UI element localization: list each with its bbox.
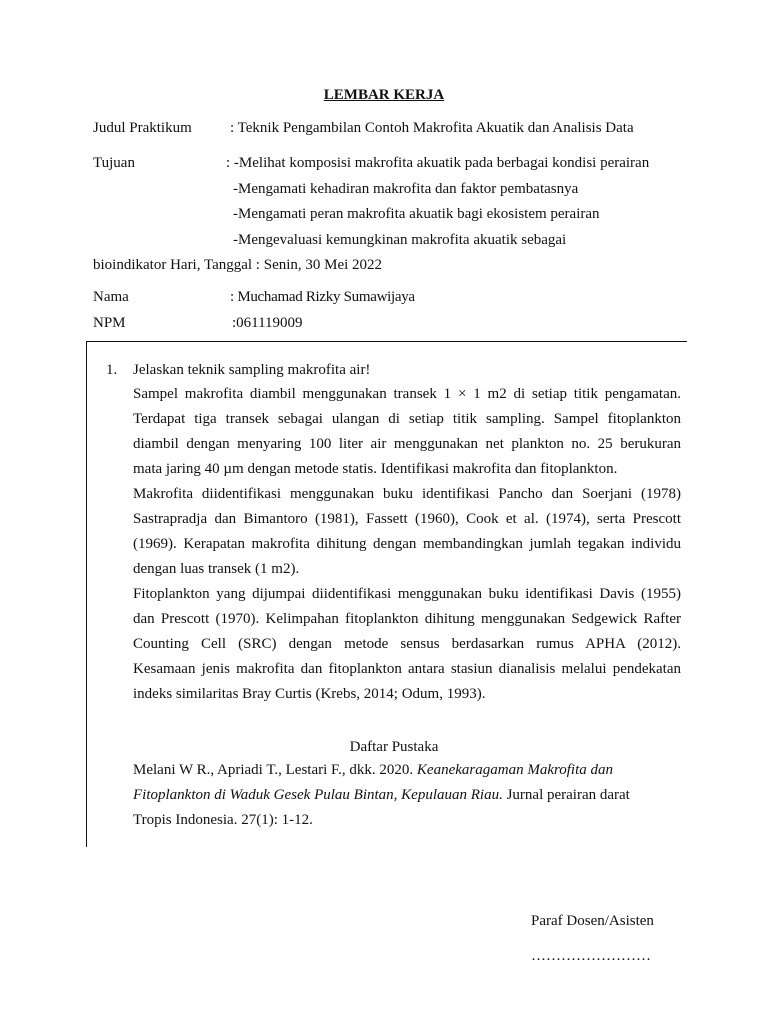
- answer-line: Kesamaan jenis makrofita dan fitoplankton antara stasiun dianalisis melalui pendekatan: [133, 661, 681, 677]
- answer-line: Terdapat tiga transek sebagai ulangan di setiap titik sampling. Sampel fitoplankton: [133, 411, 681, 427]
- reference-line: [133, 758, 681, 783]
- answer-line: Fitoplankton yang dijumpai diidentifikasi menggunakan buku identifikasi Davis (1955): [133, 586, 681, 602]
- reference-entry: [133, 758, 681, 833]
- bioindikator-date-line: bioindikator Hari, Tanggal : Senin, 30 Mei 2022: [93, 257, 383, 273]
- tujuan-item: -Mengamati kehadiran makrofita dan faktor pembatasnya: [233, 181, 579, 197]
- nama-label: Nama: [93, 289, 129, 305]
- answer-line: (1969). Kerapatan makrofita dihitung dengan membandingkan jumlah tegakan individu: [133, 536, 681, 552]
- tujuan-label: Tujuan: [93, 155, 135, 171]
- reference-journal: Jurnal perairan darat: [502, 787, 630, 803]
- answer-line: mata jaring 40 µm dengan metode statis. Identifikasi makrofita dan fitoplankton.: [133, 461, 618, 477]
- answer-line: indeks similaritas Bray Curtis (Krebs, 2014; Odum, 1993).: [133, 686, 486, 702]
- npm-label: NPM: [93, 315, 126, 331]
- answer-paragraph: [133, 382, 681, 707]
- reference-line: Tropis Indonesia. 27(1): 1-12.: [133, 812, 313, 828]
- answer-line: Makrofita diidentifikasi menggunakan buku identifikasi Pancho dan Soerjani (1978): [133, 486, 681, 502]
- references-heading: Daftar Pustaka: [349, 739, 439, 755]
- reference-line: [133, 783, 681, 808]
- answer-line: diambil dengan menyaring 100 liter air menggunakan net plankton no. 25 berukuran: [133, 436, 681, 452]
- answer-line: Sampel makrofita diambil menggunakan transek 1 × 1 m2 di setiap titik pengamatan.: [133, 386, 681, 402]
- signature-label: Paraf Dosen/Asisten: [531, 913, 654, 929]
- tujuan-item: -Mengevaluasi kemungkinan makrofita akuatik sebagai: [233, 232, 567, 248]
- reference-title: Fitoplankton di Waduk Gesek Pulau Bintan, Kepulauan Riau.: [133, 787, 503, 803]
- signature-dots: ……………………: [531, 948, 651, 964]
- answer-line: Counting Cell (SRC) dengan metode sensus berdasarkan rumus APHA (2012).: [133, 636, 681, 652]
- judul-value: : Teknik Pengambilan Contoh Makrofita Akuatik dan Analisis Data: [230, 120, 634, 136]
- npm-value: :061119009: [232, 315, 303, 331]
- document-title: LEMBAR KERJA: [323, 87, 445, 103]
- nama-value: : Muchamad Rizky Sumawijaya: [230, 289, 415, 305]
- judul-label: Judul Praktikum: [93, 120, 192, 136]
- reference-title: Keanekaragaman Makrofita dan: [416, 762, 614, 778]
- question-number: 1.: [106, 362, 118, 378]
- tujuan-item: -Mengamati peran makrofita akuatik bagi ekosistem perairan: [233, 206, 600, 222]
- answer-line: Sastrapradja dan Bimantoro (1981), Fassett (1960), Cook et al. (1974), serta Prescott: [133, 511, 681, 527]
- question-text: Jelaskan teknik sampling makrofita air!: [133, 362, 371, 378]
- reference-authors: Melani W R., Apriadi T., Lestari F., dkk. 2020.: [133, 762, 417, 778]
- answer-line: dan Prescott (1970). Kelimpahan fitoplankton dihitung menggunakan Sedgewick Rafter: [133, 611, 681, 627]
- tujuan-item: : -Melihat komposisi makrofita akuatik pada berbagai kondisi perairan: [226, 155, 650, 171]
- answer-line: dengan luas transek (1 m2).: [133, 561, 300, 577]
